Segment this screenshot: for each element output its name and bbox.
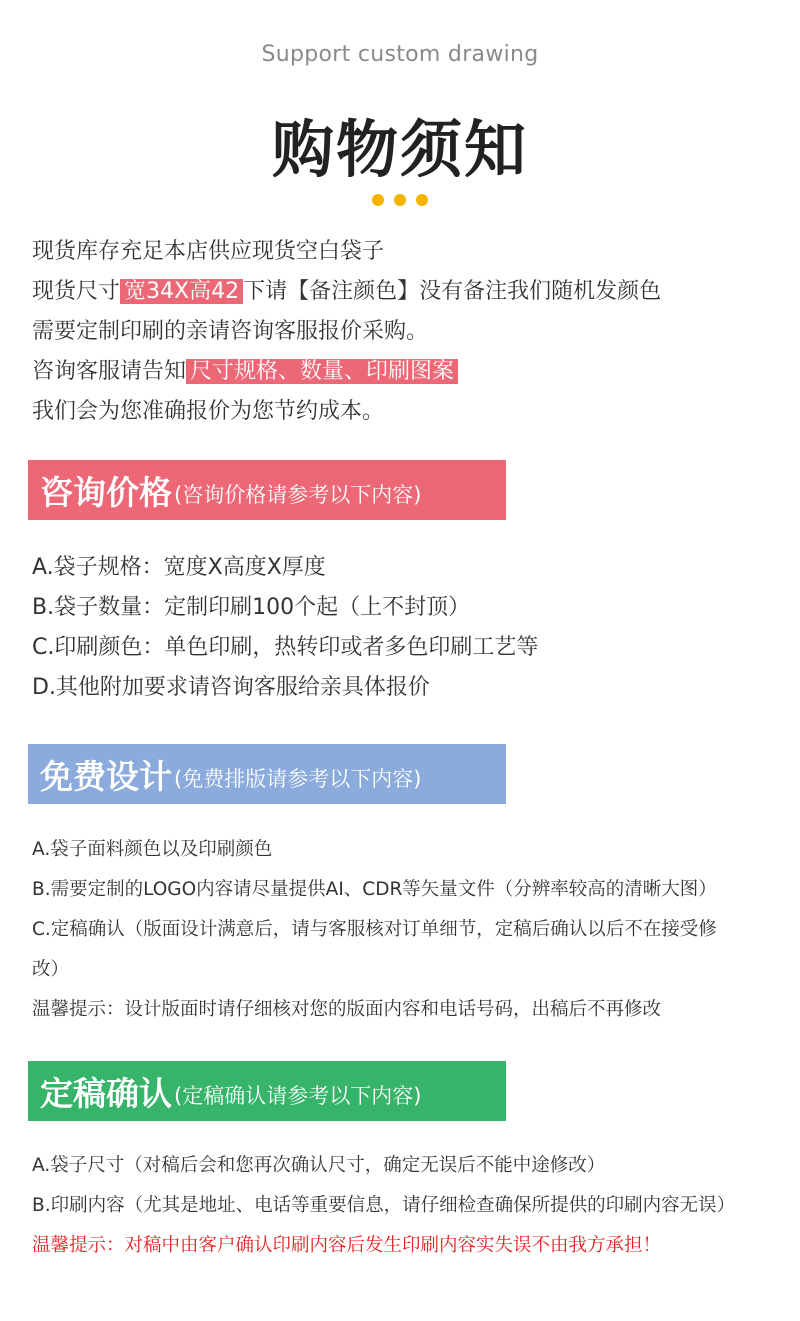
- section-subtitle: (定稿确认请参考以下内容): [174, 1084, 422, 1108]
- dot-icon: [372, 194, 384, 206]
- intro-line-size: [32, 277, 661, 307]
- list-item: A.袋子尺寸（对稿后会和您再次确认尺寸，确定无误后不能中途修改）: [32, 1155, 606, 1176]
- dot-icon: [416, 194, 428, 206]
- list-item: 改）: [32, 959, 70, 980]
- list-item: A.袋子规格：宽度X高度X厚度: [32, 555, 326, 580]
- intro-line-stock: 现货库存充足本店供应现货空白袋子: [32, 239, 385, 264]
- section-subtitle: (咨询价格请参考以下内容): [174, 483, 422, 507]
- intro-line-cost: 我们会为您准确报价为您节约成本。: [32, 399, 385, 424]
- page-subtitle: Support custom drawing: [261, 42, 539, 67]
- section-header-pricing: [28, 460, 506, 520]
- section-title: 定稿确认: [40, 1073, 172, 1113]
- list-item: B.印刷内容（尤其是地址、电话等重要信息，请仔细检查确保所提供的印刷内容无误）: [32, 1195, 736, 1216]
- section-title: 咨询价格: [40, 472, 172, 512]
- section-header-confirmation: [28, 1061, 506, 1121]
- section-subtitle: (免费排版请参考以下内容): [174, 767, 422, 791]
- list-item: C.定稿确认（版面设计满意后，请与客服核对订单细节，定稿后确认以后不在接受修: [32, 919, 717, 940]
- list-item: C.印刷颜色：单色印刷，热转印或者多色印刷工艺等: [32, 635, 539, 660]
- decorative-dots: [372, 194, 432, 206]
- list-item: D.其他附加要求请咨询客服给亲具体报价: [32, 675, 430, 700]
- intro-size-prefix: 现货尺寸: [32, 279, 121, 304]
- section-title: 免费设计: [40, 756, 172, 796]
- dot-icon: [394, 194, 406, 206]
- list-item: A.袋子面料颜色以及印刷颜色: [32, 839, 273, 860]
- intro-line-consult: [32, 357, 458, 387]
- intro-line-custom: 需要定制印刷的亲请咨询客服报价采购。: [32, 319, 429, 344]
- list-item: B.袋子数量：定制印刷100个起（上不封顶）: [32, 595, 471, 620]
- intro-consult-highlight: 尺寸规格、数量、印刷图案: [186, 359, 458, 384]
- page-title: 购物须知: [271, 113, 528, 186]
- section-header-free-design: [28, 744, 506, 804]
- intro-size-highlight: 宽34X高42: [120, 279, 243, 304]
- list-item: B.需要定制的LOGO内容请尽量提供AI、CDR等矢量文件（分辨率较高的清晰大图）: [32, 879, 717, 900]
- intro-size-suffix: 下请【备注颜色】没有备注我们随机发颜色: [243, 279, 662, 304]
- intro-consult-prefix: 咨询客服请告知: [32, 359, 187, 384]
- tip-note: 温馨提示：设计版面时请仔细核对您的版面内容和电话号码，出稿后不再修改: [32, 999, 662, 1020]
- warning-note: 温馨提示：对稿中由客户确认印刷内容后发生印刷内容实失误不由我方承担！: [32, 1235, 662, 1256]
